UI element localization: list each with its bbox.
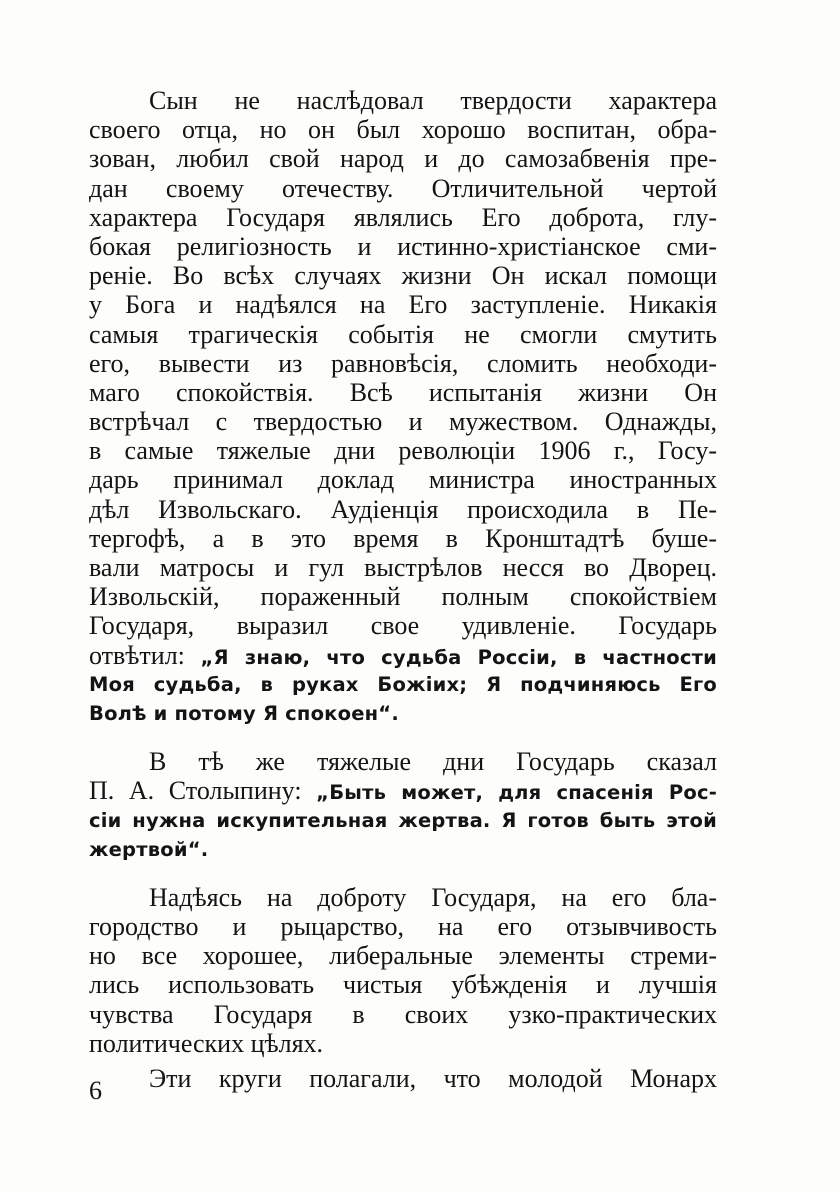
text-line <box>89 261 717 290</box>
body-text: городство и рыцарство, на его отзывчивость <box>89 912 717 942</box>
body-text: маго спокойствія. Всѣ испытанія жизни Он <box>89 377 717 407</box>
body-text: Надѣясь на доброту Государя, на его бла- <box>149 882 717 912</box>
body-text: характера Государя являлись Его доброта, глу- <box>89 202 717 232</box>
paragraph <box>89 747 717 864</box>
body-text: Извольскій, пораженный полным спокойствіем <box>89 582 717 612</box>
text-line <box>89 407 717 436</box>
text-line <box>89 912 717 941</box>
body-text: в самые тяжелые дни революціи 1906 г., Госу- <box>89 436 717 466</box>
quote-text: Моя судьба, в руках Божіих; Я подчиняюсь Его <box>89 672 717 696</box>
body-text: дарь принимал доклад министра иностранных <box>89 465 717 495</box>
paragraph <box>89 883 717 1058</box>
text-line <box>89 670 717 699</box>
body-text: дан своему отечеству. Отличительной чертой <box>89 173 717 203</box>
quote-text: „Быть может, для спасенія Рос- <box>316 781 717 805</box>
paragraph-gap <box>89 864 717 883</box>
body-text: В тѣ же тяжелые дни Государь сказал <box>149 747 717 777</box>
text-line <box>89 835 717 864</box>
body-text: бокая религіозность и истинно-христіанское сми- <box>89 231 717 261</box>
paragraph <box>89 1064 717 1093</box>
body-text: дѣл Извольскаго. Аудіенція происходила в Пе- <box>89 494 717 524</box>
paragraph-gap <box>89 728 717 747</box>
text-line <box>89 883 717 912</box>
body-text: Эти круги полагали, что молодой Монарх <box>149 1064 717 1093</box>
quote-text: сіи нужна искупительная жертва. Я готов быть этой <box>89 808 717 832</box>
body-text: у Бога и надѣялся на Его заступленіе. Никакія <box>89 290 717 320</box>
page-body-text <box>89 86 717 1093</box>
text-line <box>89 1000 717 1029</box>
body-text: его, вывести из равновѣсія, сломить необходи- <box>89 348 717 378</box>
body-text: но все хорошее, либеральные элементы стреми- <box>89 941 717 971</box>
text-line <box>89 378 717 407</box>
body-text: Государя, выразил свое удивленіе. Государь <box>89 611 717 641</box>
body-text: самыя трагическія событія не смогли смутить <box>89 319 717 349</box>
text-line <box>89 203 717 232</box>
text-line <box>89 320 717 349</box>
text-line <box>89 970 717 999</box>
text-line <box>89 1029 717 1058</box>
text-line <box>89 524 717 553</box>
text-line <box>89 349 717 378</box>
quote-text: жертвой“. <box>89 837 209 861</box>
body-text: чувства Государя в своих узко-практических <box>89 999 717 1029</box>
text-line <box>89 582 717 611</box>
text-line <box>89 747 717 776</box>
text-line <box>89 290 717 319</box>
body-text: лись использовать чистыя убѣжденія и лучшія <box>89 970 717 1000</box>
text-line <box>89 941 717 970</box>
body-text: политических цѣлях. <box>89 1028 324 1058</box>
body-text: тергофѣ, а в это время в Кронштадтѣ буше- <box>89 523 717 553</box>
body-text: вали матросы и гул выстрѣлов несся во Дворец. <box>89 553 717 582</box>
page-number: 6 <box>89 1076 102 1105</box>
text-line <box>89 465 717 494</box>
text-line <box>89 174 717 203</box>
text-line <box>89 495 717 524</box>
text-line <box>89 86 717 115</box>
text-line <box>89 806 717 835</box>
body-text: отвѣтил: <box>89 640 201 670</box>
paragraph <box>89 86 717 728</box>
text-line <box>89 436 717 465</box>
quote-text: „Я знаю, что судьба Россіи, в частности <box>200 645 717 669</box>
text-line <box>89 115 717 144</box>
text-line <box>89 232 717 261</box>
body-text: своего отца, но он был хорошо воспитан, обра- <box>89 115 717 145</box>
quote-text: Волѣ и потому Я спокоен“. <box>89 701 399 725</box>
body-text: П. А. Столыпину: <box>89 776 317 806</box>
text-line <box>89 1064 717 1093</box>
body-text: Сын не наслѣдовал твердости характера <box>149 86 717 115</box>
body-text: встрѣчал с твердостью и мужеством. Однажды, <box>89 407 717 437</box>
text-line <box>89 699 717 728</box>
text-line <box>89 144 717 173</box>
text-line <box>89 776 717 805</box>
body-text: реніе. Во всѣх случаях жизни Он искал помощи <box>89 261 717 291</box>
text-line <box>89 641 717 670</box>
text-line <box>89 611 717 640</box>
body-text: зован, любил свой народ и до самозабвенія пре- <box>89 144 717 174</box>
text-line <box>89 553 717 582</box>
